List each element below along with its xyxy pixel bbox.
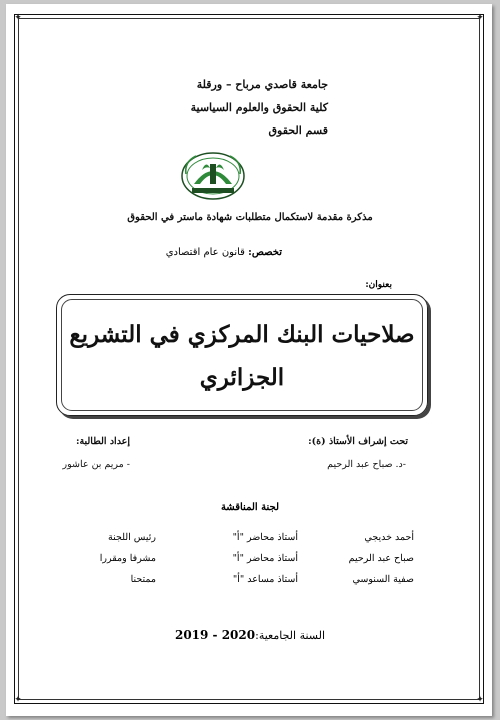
specialty-label: تخصص: [248,247,282,258]
faculty-name: كلية الحقوق والعلوم السياسية [190,101,328,114]
committee-member-role: رئيس اللجنة [107,532,156,543]
university-name: جامعة قاصدي مرباح – ورقلة [196,78,328,91]
university-logo-icon [180,150,246,202]
specialty-value: قانون عام اقتصادي [165,247,245,258]
memo-description: مذكرة مقدمة لاستكمال متطلبات شهادة ماستر في الحقوق [127,212,373,223]
supervisor-label: تحت إشراف الأستاذ (ة): [308,436,408,447]
corner-ornament: ✦ [476,13,484,23]
academic-year-label: السنة الجامعية: [255,629,326,642]
committee-member-rank: أستاذ محاضر "أ" [232,532,298,543]
committee-member-name: صفية السنوسي [352,574,414,585]
title-label: بعنوان: [365,280,392,290]
academic-year [0,628,500,642]
student-name: - مريم بن عاشور [62,459,130,470]
supervisor-name: -د. صباح عبد الرحيم [327,459,406,470]
thesis-title: صلاحيات البنك المركزي في التشريع الجزائري [69,321,415,391]
corner-ornament: ✦ [476,695,484,705]
specialty-line [166,247,282,258]
corner-ornament: ✦ [14,13,22,23]
academic-year-value: 2019 - 2020 [174,628,256,642]
committee-member-rank: أستاذ مساعد "أ" [232,574,298,585]
committee-title: لجنة المناقشة [220,502,280,513]
committee-member-rank: أستاذ محاضر "أ" [232,553,298,564]
student-label: إعداد الطالبة: [75,436,130,447]
committee-member-name: أحمد خديجي [364,532,414,543]
committee-member-role: ممتحنا [130,574,156,585]
corner-ornament: ✦ [14,695,22,705]
title-frame [56,294,428,416]
committee-member-role: مشرفا ومقررا [99,553,156,564]
department-name: قسم الحقوق [268,124,328,137]
committee-member-name: صباح عبد الرحيم [348,553,414,564]
